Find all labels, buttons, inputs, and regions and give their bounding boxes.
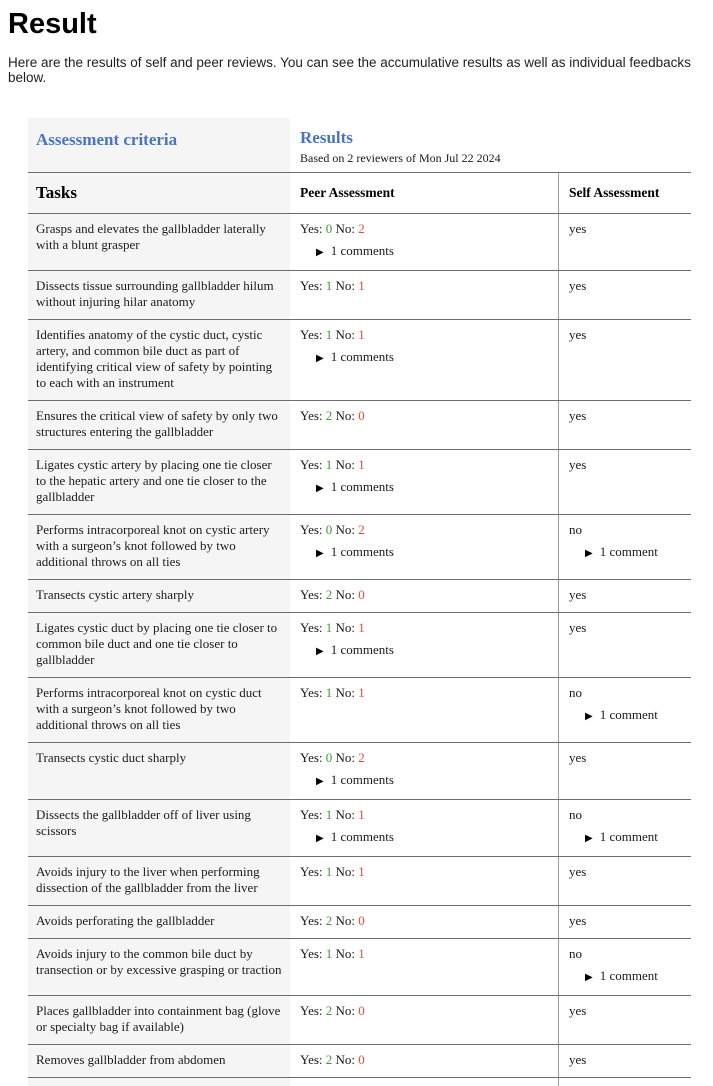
- tasks-column-header: Tasks: [28, 173, 290, 213]
- no-label: No:: [335, 1052, 356, 1067]
- peer-comments-label: 1 comments: [330, 544, 394, 559]
- expand-triangle-icon: ▶: [316, 833, 324, 844]
- peer-assessment-cell: [290, 996, 558, 1044]
- peer-comments-toggle[interactable]: [300, 349, 548, 367]
- self-assessment-value: yes: [569, 1003, 587, 1018]
- table-row: [28, 515, 691, 580]
- expand-triangle-icon: ▶: [585, 711, 593, 722]
- task-label: Ligates cystic artery by placing one tie closer to the hepatic artery and one tie closer to the gallbladder: [28, 450, 290, 514]
- expand-triangle-icon: ▶: [316, 247, 324, 258]
- yes-count: 1: [325, 685, 333, 700]
- peer-yes-no-counts: [300, 1003, 548, 1019]
- task-label: Dissects the gallbladder off of liver using scissors: [28, 800, 290, 856]
- no-count: 1: [358, 864, 365, 879]
- no-label: No:: [335, 1003, 356, 1018]
- peer-assessment-cell: [290, 271, 558, 319]
- peer-yes-no-counts: [300, 327, 548, 343]
- table-row: [28, 743, 691, 800]
- yes-count: 1: [325, 807, 333, 822]
- no-label: No:: [335, 913, 356, 928]
- self-assessment-cell: [558, 906, 691, 938]
- no-label: No:: [335, 620, 356, 635]
- no-label: No:: [335, 750, 356, 765]
- table-row: [28, 996, 691, 1045]
- peer-comments-label: 1 comments: [330, 243, 394, 258]
- no-count: 1: [358, 807, 365, 822]
- peer-assessment-cell: [290, 1045, 558, 1077]
- task-label: Performs intracorporeal knot on cystic duct with a surgeon’s knot followed by two additional throws on all ties: [28, 678, 290, 742]
- self-comments-toggle[interactable]: [569, 544, 681, 562]
- yes-count: 2: [325, 1003, 333, 1018]
- page-title: Result: [8, 8, 97, 40]
- self-assessment-cell: [558, 450, 691, 514]
- peer-comments-label: 1 comments: [330, 642, 394, 657]
- yes-count: 1: [325, 457, 333, 472]
- yes-label: Yes:: [300, 1052, 323, 1067]
- no-label: No:: [335, 457, 356, 472]
- no-label: No:: [335, 587, 356, 602]
- yes-label: Yes:: [300, 457, 323, 472]
- self-assessment-cell: [558, 1045, 691, 1077]
- self-assessment-cell: [558, 939, 691, 995]
- table-top-header: [28, 118, 691, 172]
- table-row: [28, 450, 691, 515]
- peer-yes-no-counts: [300, 522, 548, 538]
- self-assessment-cell: [558, 515, 691, 579]
- no-label: No:: [335, 408, 356, 423]
- results-header-cell: [290, 118, 691, 172]
- expand-triangle-icon: ▶: [316, 483, 324, 494]
- yes-count: 2: [325, 408, 333, 423]
- self-assessment-value: yes: [569, 587, 587, 602]
- results-title: Results: [300, 128, 353, 147]
- assessment-criteria-title: Assessment criteria: [36, 130, 178, 149]
- yes-count: 0: [325, 522, 333, 537]
- task-label: Avoids perforating the gallbladder: [28, 906, 290, 938]
- yes-label: Yes:: [300, 522, 323, 537]
- task-label: Identifies anatomy of the cystic duct, cystic artery, and common bile duct as part of identifying critical view of safety by pointing to each with an instrument: [28, 320, 290, 400]
- peer-assessment-cell: [290, 515, 558, 579]
- peer-yes-no-counts: [300, 587, 548, 603]
- peer-assessment-cell: [290, 320, 558, 400]
- yes-label: Yes:: [300, 913, 323, 928]
- no-count: 0: [358, 1052, 365, 1067]
- self-comments-toggle[interactable]: [569, 829, 681, 847]
- peer-yes-no-counts: [300, 864, 548, 880]
- no-count: 0: [358, 913, 365, 928]
- yes-count: 1: [325, 620, 333, 635]
- self-assessment-value: yes: [569, 620, 587, 635]
- no-count: 1: [358, 278, 365, 293]
- table-row: [28, 678, 691, 743]
- peer-assessment-cell: [290, 939, 558, 995]
- table-column-headers: [28, 172, 691, 214]
- no-label: No:: [335, 685, 356, 700]
- expand-triangle-icon: ▶: [316, 353, 324, 364]
- table-row: [28, 580, 691, 613]
- expand-triangle-icon: ▶: [585, 548, 593, 559]
- self-assessment-cell: [558, 857, 691, 905]
- peer-assessment-column-header: Peer Assessment: [300, 185, 395, 200]
- self-comments-label: 1 comment: [599, 968, 658, 983]
- table-row: [28, 401, 691, 450]
- table-row: [28, 1045, 691, 1078]
- yes-label: Yes:: [300, 620, 323, 635]
- peer-comments-toggle[interactable]: [300, 829, 548, 847]
- peer-comments-label: 1 comments: [330, 829, 394, 844]
- self-assessment-cell: [558, 613, 691, 677]
- table-row: [28, 320, 691, 401]
- table-body: [28, 214, 691, 1078]
- no-count: 0: [358, 587, 365, 602]
- self-comments-label: 1 comment: [599, 544, 658, 559]
- no-count: 0: [358, 1003, 365, 1018]
- peer-comments-label: 1 comments: [330, 772, 394, 787]
- yes-label: Yes:: [300, 221, 323, 236]
- peer-cell-partial: [290, 1078, 558, 1086]
- table-row: [28, 214, 691, 271]
- yes-count: 2: [325, 587, 333, 602]
- self-assessment-value: yes: [569, 408, 587, 423]
- self-assessment-value: yes: [569, 327, 587, 342]
- peer-comments-toggle[interactable]: [300, 479, 548, 497]
- peer-assessment-cell: [290, 743, 558, 799]
- self-assessment-cell: [558, 800, 691, 856]
- expand-triangle-icon: ▶: [585, 972, 593, 983]
- peer-yes-no-counts: [300, 807, 548, 823]
- yes-count: 1: [325, 864, 333, 879]
- self-assessment-value: yes: [569, 278, 587, 293]
- table-row: [28, 271, 691, 320]
- peer-yes-no-counts: [300, 685, 548, 701]
- self-assessment-cell: [558, 214, 691, 270]
- self-assessment-value: no: [569, 522, 582, 537]
- task-label: Performs intracorporeal knot on cystic artery with a surgeon’s knot followed by two additional throws on all ties: [28, 515, 290, 579]
- no-label: No:: [335, 946, 356, 961]
- table-row: [28, 857, 691, 906]
- task-label: Removes gallbladder from abdomen: [28, 1045, 290, 1077]
- no-count: 1: [358, 327, 365, 342]
- no-count: 1: [358, 620, 365, 635]
- yes-count: 1: [325, 327, 333, 342]
- yes-label: Yes:: [300, 408, 323, 423]
- task-label: Avoids injury to the liver when performing dissection of the gallbladder from the liver: [28, 857, 290, 905]
- peer-assessment-cell: [290, 613, 558, 677]
- yes-count: 1: [325, 946, 333, 961]
- table-row-partial: [28, 1078, 691, 1086]
- yes-count: 2: [325, 913, 333, 928]
- self-assessment-value: no: [569, 946, 582, 961]
- page-description: Here are the results of self and peer reviews. You can see the accumulative results as well as individual feedbacks below.: [8, 55, 691, 85]
- yes-label: Yes:: [300, 685, 323, 700]
- no-count: 2: [358, 522, 365, 537]
- no-label: No:: [335, 807, 356, 822]
- self-assessment-value: yes: [569, 913, 587, 928]
- peer-yes-no-counts: [300, 278, 548, 294]
- task-label: Ligates cystic duct by placing one tie closer to common bile duct and one tie closer to gallbladder: [28, 613, 290, 677]
- self-assessment-value: yes: [569, 750, 587, 765]
- peer-comments-toggle[interactable]: [300, 544, 548, 562]
- no-count: 1: [358, 457, 365, 472]
- peer-yes-no-counts: [300, 946, 548, 962]
- peer-comments-label: 1 comments: [330, 349, 394, 364]
- yes-count: 0: [325, 750, 333, 765]
- yes-count: 2: [325, 1052, 333, 1067]
- no-label: No:: [335, 522, 356, 537]
- self-assessment-cell: [558, 580, 691, 612]
- self-assessment-cell: [558, 678, 691, 742]
- yes-label: Yes:: [300, 278, 323, 293]
- peer-yes-no-counts: [300, 221, 548, 237]
- peer-assessment-cell: [290, 857, 558, 905]
- peer-assessment-cell: [290, 580, 558, 612]
- task-label: Dissects tissue surrounding gallbladder hilum without injuring hilar anatomy: [28, 271, 290, 319]
- peer-comments-toggle[interactable]: [300, 642, 548, 660]
- peer-assessment-cell: [290, 401, 558, 449]
- table-row: [28, 613, 691, 678]
- peer-assessment-cell: [290, 214, 558, 270]
- task-label: Avoids injury to the common bile duct by transection or by excessive grasping or traction: [28, 939, 290, 995]
- peer-assessment-cell: [290, 450, 558, 514]
- yes-label: Yes:: [300, 946, 323, 961]
- peer-yes-no-counts: [300, 408, 548, 424]
- self-cell-partial: [558, 1078, 691, 1086]
- results-subtitle: Based on 2 reviewers of Mon Jul 22 2024: [300, 151, 501, 165]
- self-assessment-cell: [558, 271, 691, 319]
- results-table: [28, 118, 691, 1086]
- peer-assessment-cell: [290, 678, 558, 742]
- peer-comments-toggle[interactable]: [300, 243, 548, 261]
- peer-comments-label: 1 comments: [330, 479, 394, 494]
- self-assessment-value: no: [569, 685, 582, 700]
- self-comments-toggle[interactable]: [569, 968, 681, 986]
- peer-assessment-cell: [290, 800, 558, 856]
- no-label: No:: [335, 864, 356, 879]
- task-label: Transects cystic duct sharply: [28, 743, 290, 799]
- yes-label: Yes:: [300, 750, 323, 765]
- peer-yes-no-counts: [300, 913, 548, 929]
- yes-label: Yes:: [300, 327, 323, 342]
- no-count: 2: [358, 221, 365, 236]
- self-assessment-cell: [558, 320, 691, 400]
- no-count: 2: [358, 750, 365, 765]
- task-cell-partial: [28, 1078, 290, 1086]
- self-comments-label: 1 comment: [599, 707, 658, 722]
- expand-triangle-icon: ▶: [316, 548, 324, 559]
- self-assessment-value: yes: [569, 221, 587, 236]
- peer-yes-no-counts: [300, 457, 548, 473]
- expand-triangle-icon: ▶: [316, 646, 324, 657]
- table-row: [28, 800, 691, 857]
- task-label: Places gallbladder into containment bag (glove or specialty bag if available): [28, 996, 290, 1044]
- self-assessment-value: no: [569, 807, 582, 822]
- expand-triangle-icon: ▶: [316, 776, 324, 787]
- table-row: [28, 939, 691, 996]
- self-assessment-cell: [558, 743, 691, 799]
- no-count: 1: [358, 685, 365, 700]
- peer-yes-no-counts: [300, 750, 548, 766]
- assessment-criteria-header-cell: [28, 118, 290, 172]
- self-comments-label: 1 comment: [599, 829, 658, 844]
- self-assessment-value: yes: [569, 864, 587, 879]
- self-assessment-cell: [558, 401, 691, 449]
- no-label: No:: [335, 278, 356, 293]
- task-label: Ensures the critical view of safety by only two structures entering the gallbladder: [28, 401, 290, 449]
- yes-count: 0: [325, 221, 333, 236]
- self-assessment-value: yes: [569, 457, 587, 472]
- self-assessment-column-header: Self Assessment: [558, 173, 691, 213]
- yes-label: Yes:: [300, 1003, 323, 1018]
- yes-count: 1: [325, 278, 333, 293]
- table-row: [28, 906, 691, 939]
- no-label: No:: [335, 221, 356, 236]
- peer-comments-toggle[interactable]: [300, 772, 548, 790]
- peer-yes-no-counts: [300, 620, 548, 636]
- task-label: Transects cystic artery sharply: [28, 580, 290, 612]
- no-label: No:: [335, 327, 356, 342]
- yes-label: Yes:: [300, 587, 323, 602]
- yes-label: Yes:: [300, 807, 323, 822]
- peer-assessment-cell: [290, 906, 558, 938]
- self-assessment-cell: [558, 996, 691, 1044]
- task-label: Grasps and elevates the gallbladder laterally with a blunt grasper: [28, 214, 290, 270]
- no-count: 1: [358, 946, 365, 961]
- expand-triangle-icon: ▶: [585, 833, 593, 844]
- no-count: 0: [358, 408, 365, 423]
- self-assessment-value: yes: [569, 1052, 587, 1067]
- yes-label: Yes:: [300, 864, 323, 879]
- self-comments-toggle[interactable]: [569, 707, 681, 725]
